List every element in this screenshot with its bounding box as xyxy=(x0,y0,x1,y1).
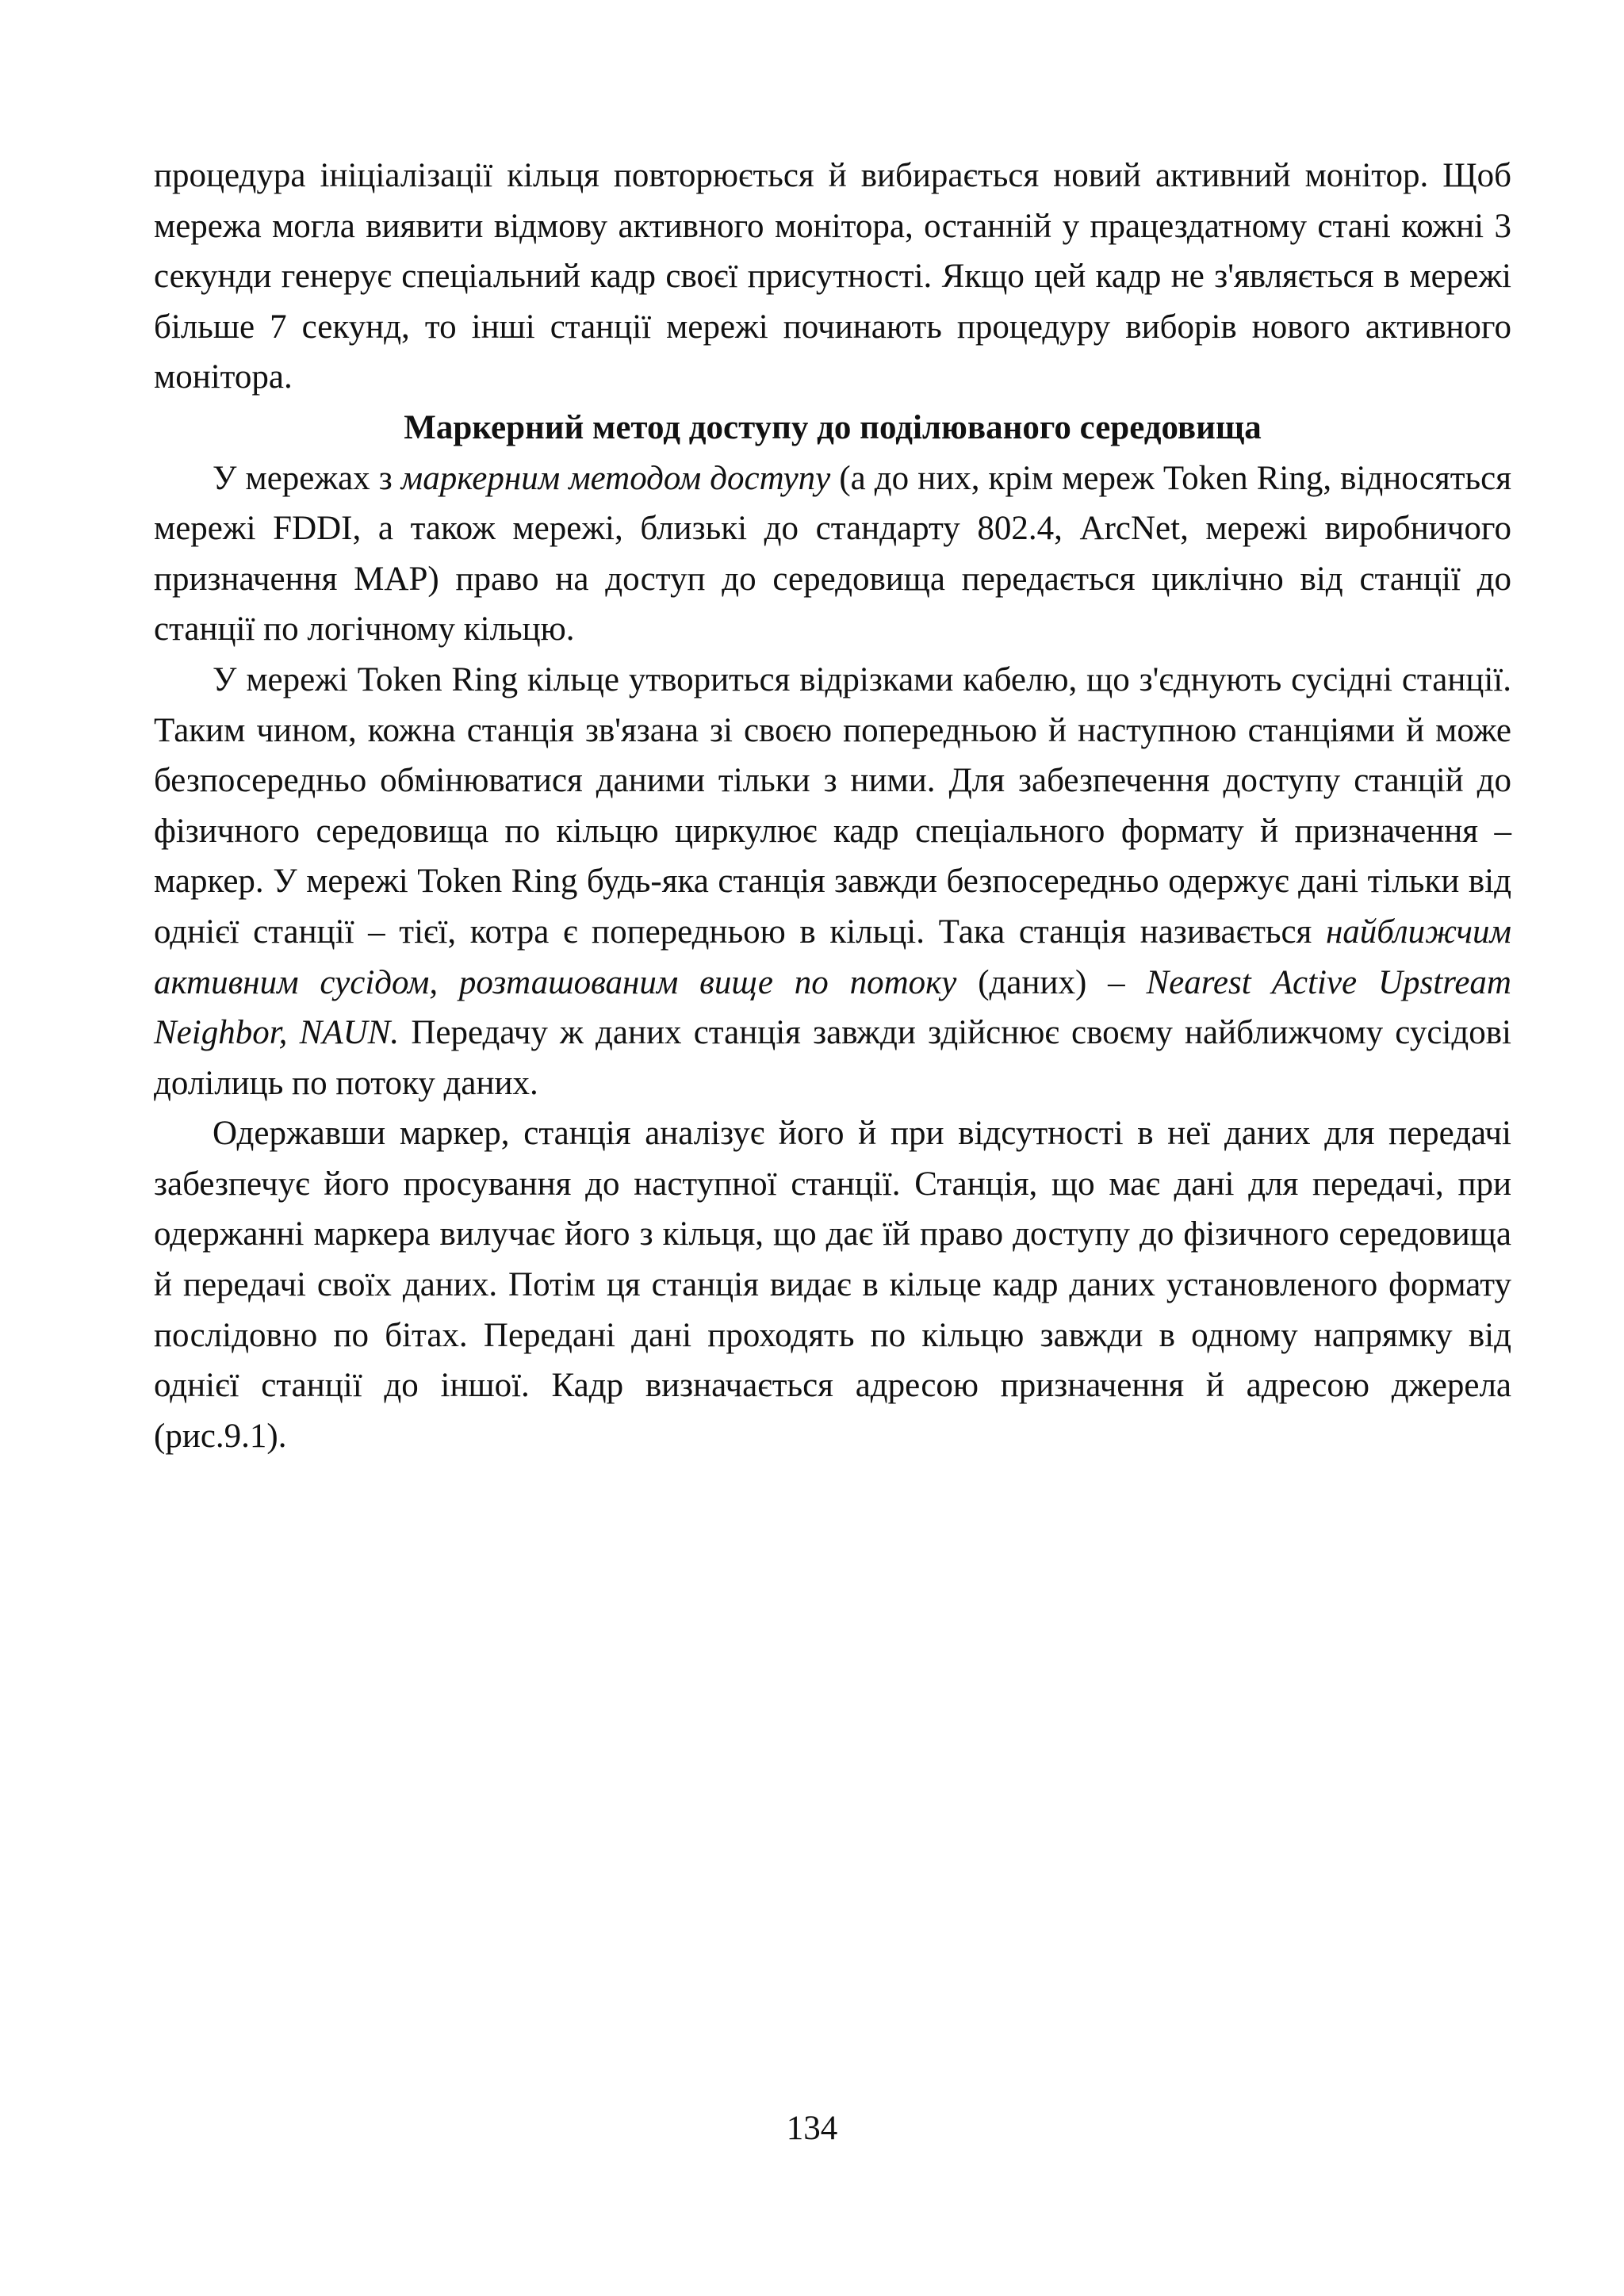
paragraph-text: (а до них, крім мереж Token Ring, відносяться мережі FDDI, а також мережі, близькі до стандарту 802.4, ArcNet, мережі виробничого призначення MAP) право на доступ до середовища передається циклічно від станції до станції по логічному кільцю. xyxy=(154,459,1512,649)
section-heading: Маркерний метод доступу до поділюваного середовища xyxy=(404,408,1262,446)
italic-term: маркерним методом доступу xyxy=(400,459,831,497)
italic-term: Nearest Active Upstream Neighbor, NAUN. xyxy=(154,963,1511,1052)
document-page xyxy=(154,151,1511,1461)
page-number: 134 xyxy=(786,2110,838,2147)
paragraph-marker-received: Одержавши маркер, станція аналізує його й при відсутності в неї даних для передачі забезпечує його просування до наступної станції. Станція, що має дані для передачі, при одержанні маркера вилучає його з кільця, що дає їй право доступу до фізичного середовища й передачі своїх даних. Потім ця станція видає в кільце кадр даних установленого формату послідовно по бітах. Передані дані проходять по кільцю завжди в одному напрямку від однієї станції до іншої. Кадр визначається адресою призначення й адресою джерела (рис.9.1). xyxy=(154,1115,1511,1455)
paragraph-text: У мережах з xyxy=(213,459,401,497)
paragraph-token-ring xyxy=(154,655,1511,1108)
paragraph-text: (даних) – xyxy=(956,963,1147,1001)
paragraph-continuation: процедура ініціалізації кільця повторюється й вибирається новий активний монітор. Щоб мережа могла виявити відмову активного монітора, останній у працездатному стані кожні 3 секунди генерує спеціальний кадр своєї присутності. Якщо цей кадр не з'являється в мережі більше 7 секунд, то інші станції мережі починають процедуру виборів нового активного монітора. xyxy=(154,157,1511,396)
paragraph-marker-access xyxy=(154,453,1511,655)
paragraph-text: Передачу ж даних станція завжди здійснює своєму найближчому сусідові долілиць по потоку даних. xyxy=(154,1014,1511,1102)
italic-term: найближчим активним сусідом, розташованим вище по потоку xyxy=(154,913,1511,1001)
paragraph-text: У мережі Token Ring кільце утвориться відрізками кабелю, що з'єднують сусідні станції. Таким чином, кожна станція зв'язана зі своєю попередньою й наступною станціями й може безпосередньо обмінюватися даними тільки з ними. Для забезпечення доступу станцій до фізичного середовища по кільцю циркулює кадр спеціального формату й призначення – маркер. У мережі Token Ring будь-яка станція завжди безпосередньо одержує дані тільки від однієї станції – тієї, котра є попередньою в кільці. Така станція називається xyxy=(154,660,1511,951)
